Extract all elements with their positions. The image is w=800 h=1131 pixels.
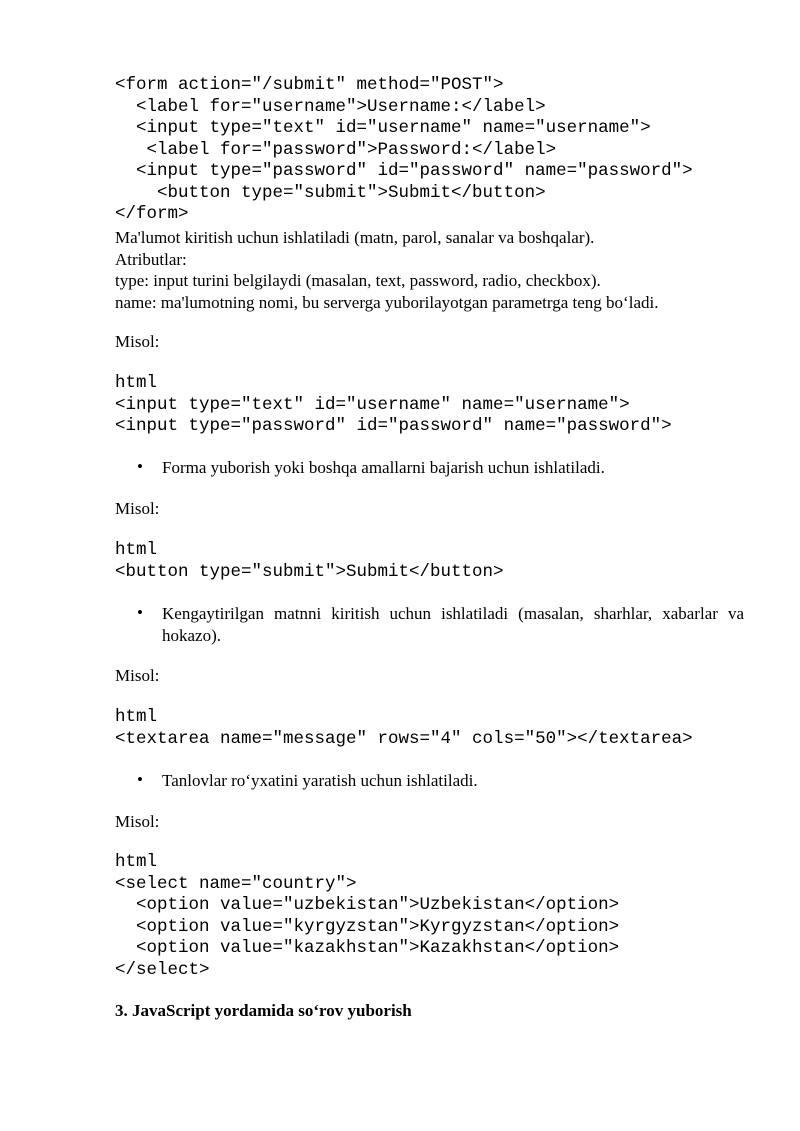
textarea-bullet-text: Kengaytirilgan matnni kiritish uchun ishlatiladi (masalan, sharhlar, xabarlar va hokazo). bbox=[162, 604, 744, 645]
misol-label: Misol: bbox=[115, 812, 160, 831]
code-line: <textarea name="message" rows="4" cols="50"></textarea> bbox=[115, 728, 693, 749]
code-line: <button type="submit">Submit</button> bbox=[115, 561, 504, 582]
input-description bbox=[115, 227, 658, 313]
form-code-block bbox=[115, 75, 693, 226]
button-bullet-text: Forma yuborish yoki boshqa amallarni bajarish uchun ishlatiladi. bbox=[162, 458, 605, 477]
code-line: <input type="text" id="username" name="username"> bbox=[115, 118, 651, 138]
misol-label: Misol: bbox=[115, 666, 160, 685]
bullet-icon: • bbox=[137, 457, 143, 476]
description-line: type: input turini belgilaydi (masalan, text, password, radio, checkbox). bbox=[115, 271, 601, 290]
code-line: <option value="kyrgyzstan">Kyrgyzstan</option> bbox=[115, 916, 620, 937]
select-bullet-text: Tanlovlar ro‘yxatini yaratish uchun ishlatiladi. bbox=[162, 771, 478, 790]
code-line: <input type="password" id="password" name="password"> bbox=[115, 161, 693, 181]
description-line: name: ma'lumotning nomi, bu serverga yuborilayotgan parametrga teng bo‘ladi. bbox=[115, 292, 659, 312]
textarea-code-block bbox=[115, 707, 693, 750]
code-line: html bbox=[115, 540, 158, 560]
select-code-block bbox=[115, 852, 619, 981]
code-line: <form action="/submit" method="POST"> bbox=[115, 75, 504, 95]
button-code-block bbox=[115, 540, 504, 583]
bullet-icon: • bbox=[137, 770, 143, 789]
misol-label: Misol: bbox=[115, 332, 160, 351]
code-line: html bbox=[115, 852, 158, 872]
misol-label: Misol: bbox=[115, 499, 160, 518]
code-line: <button type="submit">Submit</button> bbox=[115, 182, 546, 203]
code-line: html bbox=[115, 373, 158, 393]
code-line: <label for="password">Password:</label> bbox=[115, 139, 557, 160]
bullet-icon: • bbox=[137, 603, 143, 622]
section-heading: 3. JavaScript yordamida so‘rov yuborish bbox=[115, 1001, 412, 1020]
code-line: <label for="username">Username:</label> bbox=[115, 96, 546, 117]
code-line: <select name="country"> bbox=[115, 873, 357, 894]
code-line: </select> bbox=[115, 959, 210, 980]
code-line: <option value="uzbekistan">Uzbekistan</option> bbox=[115, 895, 620, 915]
code-line: <input type="text" id="username" name="username"> bbox=[115, 394, 630, 415]
code-line: </form> bbox=[115, 204, 189, 224]
description-line: Atributlar: bbox=[115, 249, 187, 269]
description-line: Ma'lumot kiritish uchun ishlatiladi (matn, parol, sanalar va boshqalar). bbox=[115, 228, 595, 247]
input-code-block bbox=[115, 373, 672, 438]
code-line: <option value="kazakhstan">Kazakhstan</option> bbox=[115, 938, 620, 958]
code-line: <input type="password" id="password" name="password"> bbox=[115, 416, 672, 436]
code-line: html bbox=[115, 707, 158, 727]
